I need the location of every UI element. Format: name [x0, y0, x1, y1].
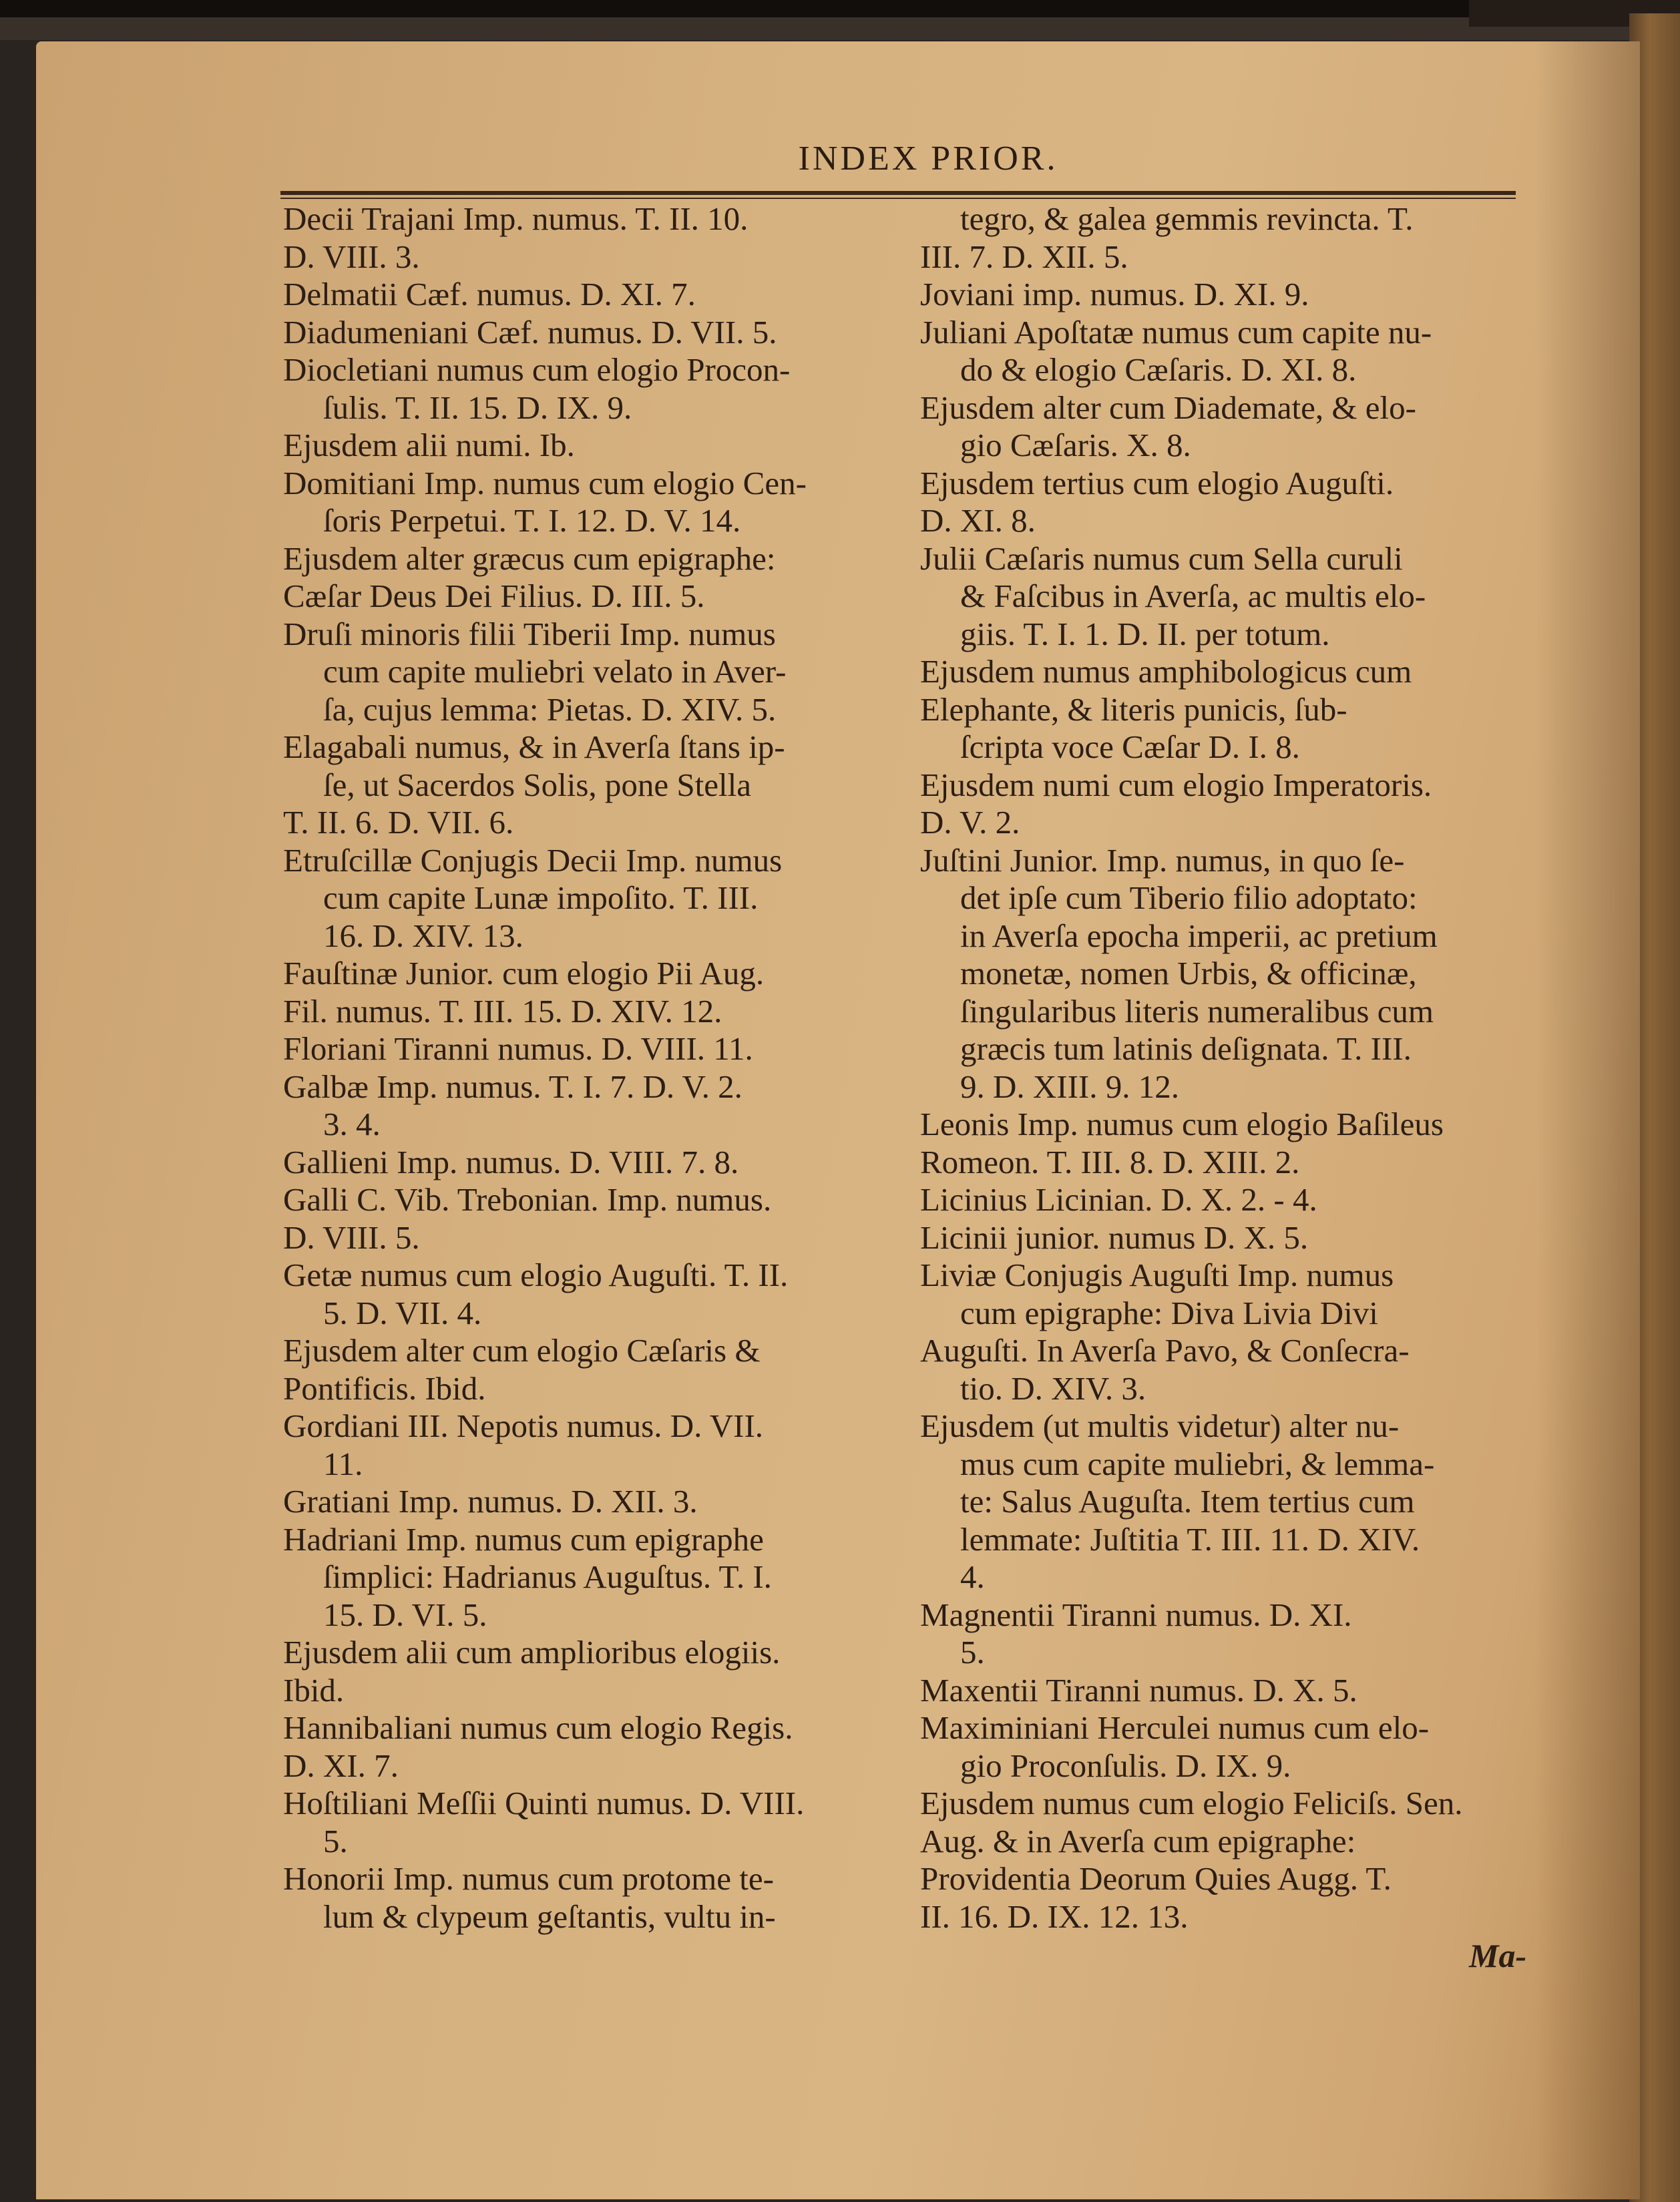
index-entry-line: ſcripta voce Cæſar D. I. 8. [960, 728, 1300, 765]
index-entry-line: Joviani imp. numus. D. XI. 9. [920, 276, 1309, 312]
index-entry-line: tegro, & galea gemmis revincta. T. [960, 200, 1414, 237]
index-entry-line: Maximiniani Herculei numus cum elo- [920, 1709, 1430, 1746]
index-entry-line: Floriani Tiranni numus. D. VIII. 11. [283, 1030, 753, 1067]
index-entry-line: lum & clypeum geſtantis, vultu in- [323, 1898, 776, 1935]
index-entry-line: det ipſe cum Tiberio filio adoptato: [960, 879, 1418, 916]
index-entry-line: Juſtini Junior. Imp. numus, in quo ſe- [920, 841, 1405, 879]
index-entry-line: 3. 4. [323, 1106, 381, 1142]
index-entry-line: Ejusdem alter cum Diademate, & elo- [920, 389, 1416, 426]
index-entry-line: Galbæ Imp. numus. T. I. 7. D. V. 2. [283, 1068, 743, 1105]
index-entry-line: Diocletiani numus cum elogio Procon- [283, 351, 791, 388]
index-entry-line: Gallieni Imp. numus. D. VIII. 7. 8. [283, 1143, 739, 1180]
index-entry-line: Domitiani Imp. numus cum elogio Cen- [283, 464, 807, 501]
index-entry-line: Honorii Imp. numus cum protome te- [283, 1860, 774, 1897]
index-entry-line: Ejusdem alter græcus cum epigraphe: [283, 539, 776, 577]
index-entry-line: 5. [960, 1634, 985, 1671]
index-entry-line: & Faſcibus in Averſa, ac multis elo- [960, 578, 1426, 614]
page-gutter-shadow [1536, 41, 1640, 2199]
index-entry-line: Pontificis. Ibid. [283, 1369, 486, 1407]
index-entry-line: Ejusdem (ut multis videtur) alter nu- [920, 1407, 1400, 1444]
index-entry-line: ſingularibus literis numeralibus cum [960, 992, 1434, 1030]
index-entry-line: Maxentii Tiranni numus. D. X. 5. [920, 1671, 1357, 1709]
index-entry-line: monetæ, nomen Urbis, & officinæ, [960, 955, 1417, 992]
index-entry-line: Hannibaliani numus cum elogio Regis. [283, 1709, 793, 1746]
index-entry-line: ſe, ut Sacerdos Solis, pone Stella [323, 766, 751, 803]
catchword: Ma- [1469, 1937, 1527, 1974]
index-entry-line: Juliani Apoſtatæ numus cum capite nu- [920, 313, 1432, 351]
index-entry-line: tio. D. XIV. 3. [960, 1369, 1146, 1407]
index-entry-line: Ejusdem numus amphibologicus cum [920, 653, 1412, 690]
index-entry-line: Fil. numus. T. III. 15. D. XIV. 12. [283, 992, 722, 1030]
index-column-right [920, 200, 1531, 1936]
index-entry-line: Elagabali numus, & in Averſa ſtans ip- [283, 728, 785, 765]
index-entry-line: 15. D. VI. 5. [323, 1596, 487, 1633]
index-entry-line: Providentia Deorum Quies Augg. T. [920, 1860, 1392, 1897]
index-entry-line: Fauſtinæ Junior. cum elogio Pii Aug. [283, 955, 765, 992]
index-entry-line: 5. [323, 1822, 348, 1859]
index-entry-line: 5. D. VII. 4. [323, 1294, 482, 1331]
index-column-left [283, 200, 907, 1936]
index-entry-line: gio Proconſulis. D. IX. 9. [960, 1747, 1291, 1784]
index-entry-line: 4. [960, 1558, 985, 1595]
index-entry-line: ſoris Perpetui. T. I. 12. D. V. 14. [323, 502, 741, 539]
index-entry-line: Licinius Licinian. D. X. 2. - 4. [920, 1181, 1317, 1218]
index-entry-line: D. VIII. 3. [283, 238, 420, 275]
index-entry-line: cum epigraphe: Diva Livia Divi [960, 1294, 1378, 1331]
index-entry-line: Ejusdem numus cum elogio Feliciſs. Sen. [920, 1785, 1463, 1821]
index-entry-line: Druſi minoris filii Tiberii Imp. numus [283, 615, 776, 652]
index-entry-line: Gordiani III. Nepotis numus. D. VII. [283, 1407, 764, 1444]
index-entry-line: Magnentii Tiranni numus. D. XI. [920, 1596, 1352, 1633]
index-entry-line: 11. [323, 1445, 363, 1482]
index-entry-line: Auguſti. In Averſa Pavo, & Conſecra- [920, 1332, 1410, 1369]
index-entry-line: ſimplici: Hadrianus Auguſtus. T. I. [323, 1558, 772, 1595]
index-entry-line: Romeon. T. III. 8. D. XIII. 2. [920, 1143, 1300, 1180]
index-entry-line: cum capite Lunæ impoſito. T. III. [323, 879, 759, 916]
index-entry-line: Getæ numus cum elogio Auguſti. T. II. [283, 1257, 789, 1293]
index-entry-line: Ibid. [283, 1671, 345, 1709]
index-entry-line: D. XI. 8. [920, 502, 1036, 539]
index-entry-line: D. V. 2. [920, 804, 1020, 841]
index-entry-line: Diadumeniani Cæf. numus. D. VII. 5. [283, 313, 777, 351]
index-entry-line: Ejusdem alii cum amplioribus elogiis. [283, 1634, 781, 1671]
index-entry-line: te: Salus Auguſta. Item tertius cum [960, 1483, 1415, 1520]
index-entry-line: Hadriani Imp. numus cum epigraphe [283, 1520, 764, 1558]
index-entry-line: II. 16. D. IX. 12. 13. [920, 1898, 1189, 1935]
index-entry-line: Gratiani Imp. numus. D. XII. 3. [283, 1483, 698, 1520]
index-entry-line: Ejusdem numi cum elogio Imperatoris. [920, 766, 1432, 803]
index-entry-line: Hoſtiliani Meſſii Quinti numus. D. VIII. [283, 1785, 805, 1821]
scan-border [0, 0, 1680, 17]
index-entry-line: Decii Trajani Imp. numus. T. II. 10. [283, 200, 749, 237]
index-entry-line: Ejusdem tertius cum elogio Auguſti. [920, 464, 1394, 501]
index-entry-line: 9. D. XIII. 9. 12. [960, 1068, 1179, 1105]
header-rule [280, 191, 1516, 195]
header-rule-thin [280, 198, 1516, 199]
index-entry-line: græcis tum latinis deſignata. T. III. [960, 1030, 1412, 1067]
index-entry-line: 16. D. XIV. 13. [323, 917, 523, 954]
index-entry-line: D. XI. 7. [283, 1747, 399, 1784]
index-entry-line: cum capite muliebri velato in Aver- [323, 653, 787, 690]
index-entry-line: Aug. & in Averſa cum epigraphe: [920, 1822, 1356, 1859]
index-entry-line: Ejusdem alter cum elogio Cæſaris & [283, 1332, 761, 1369]
index-entry-line: in Averſa epocha imperii, ac pretium [960, 917, 1438, 954]
index-entry-line: Etruſcillæ Conjugis Decii Imp. numus [283, 841, 783, 879]
index-entry-line: gio Cæſaris. X. 8. [960, 427, 1191, 463]
index-entry-line: Julii Cæſaris numus cum Sella curuli [920, 539, 1403, 577]
index-entry-line: ſa, cujus lemma: Pietas. D. XIV. 5. [323, 690, 777, 728]
index-entry-line: III. 7. D. XII. 5. [920, 238, 1128, 275]
index-entry-line: Ejusdem alii numi. Ib. [283, 427, 575, 463]
index-entry-line: lemmate: Juſtitia T. III. 11. D. XIV. [960, 1520, 1420, 1558]
index-entry-line: D. VIII. 5. [283, 1219, 420, 1256]
index-entry-line: Delmatii Cæf. numus. D. XI. 7. [283, 276, 696, 312]
index-entry-line: Licinii junior. numus D. X. 5. [920, 1219, 1309, 1256]
index-entry-line: giis. T. I. 1. D. II. per totum. [960, 615, 1330, 652]
index-entry-line: T. II. 6. D. VII. 6. [283, 804, 514, 841]
index-entry-line: mus cum capite muliebri, & lemma- [960, 1445, 1435, 1482]
index-entry-line: Elephante, & literis punicis, ſub- [920, 690, 1347, 728]
index-entry-line: ſulis. T. II. 15. D. IX. 9. [323, 389, 632, 426]
index-entry-line: Cæſar Deus Dei Filius. D. III. 5. [283, 578, 705, 614]
running-header: INDEX PRIOR. [798, 140, 1058, 178]
index-entry-line: Leonis Imp. numus cum elogio Baſileus [920, 1106, 1444, 1142]
index-entry-line: Galli C. Vib. Trebonian. Imp. numus. [283, 1181, 772, 1218]
index-entry-line: Liviæ Conjugis Auguſti Imp. numus [920, 1257, 1394, 1293]
index-entry-line: do & elogio Cæſaris. D. XI. 8. [960, 351, 1357, 388]
